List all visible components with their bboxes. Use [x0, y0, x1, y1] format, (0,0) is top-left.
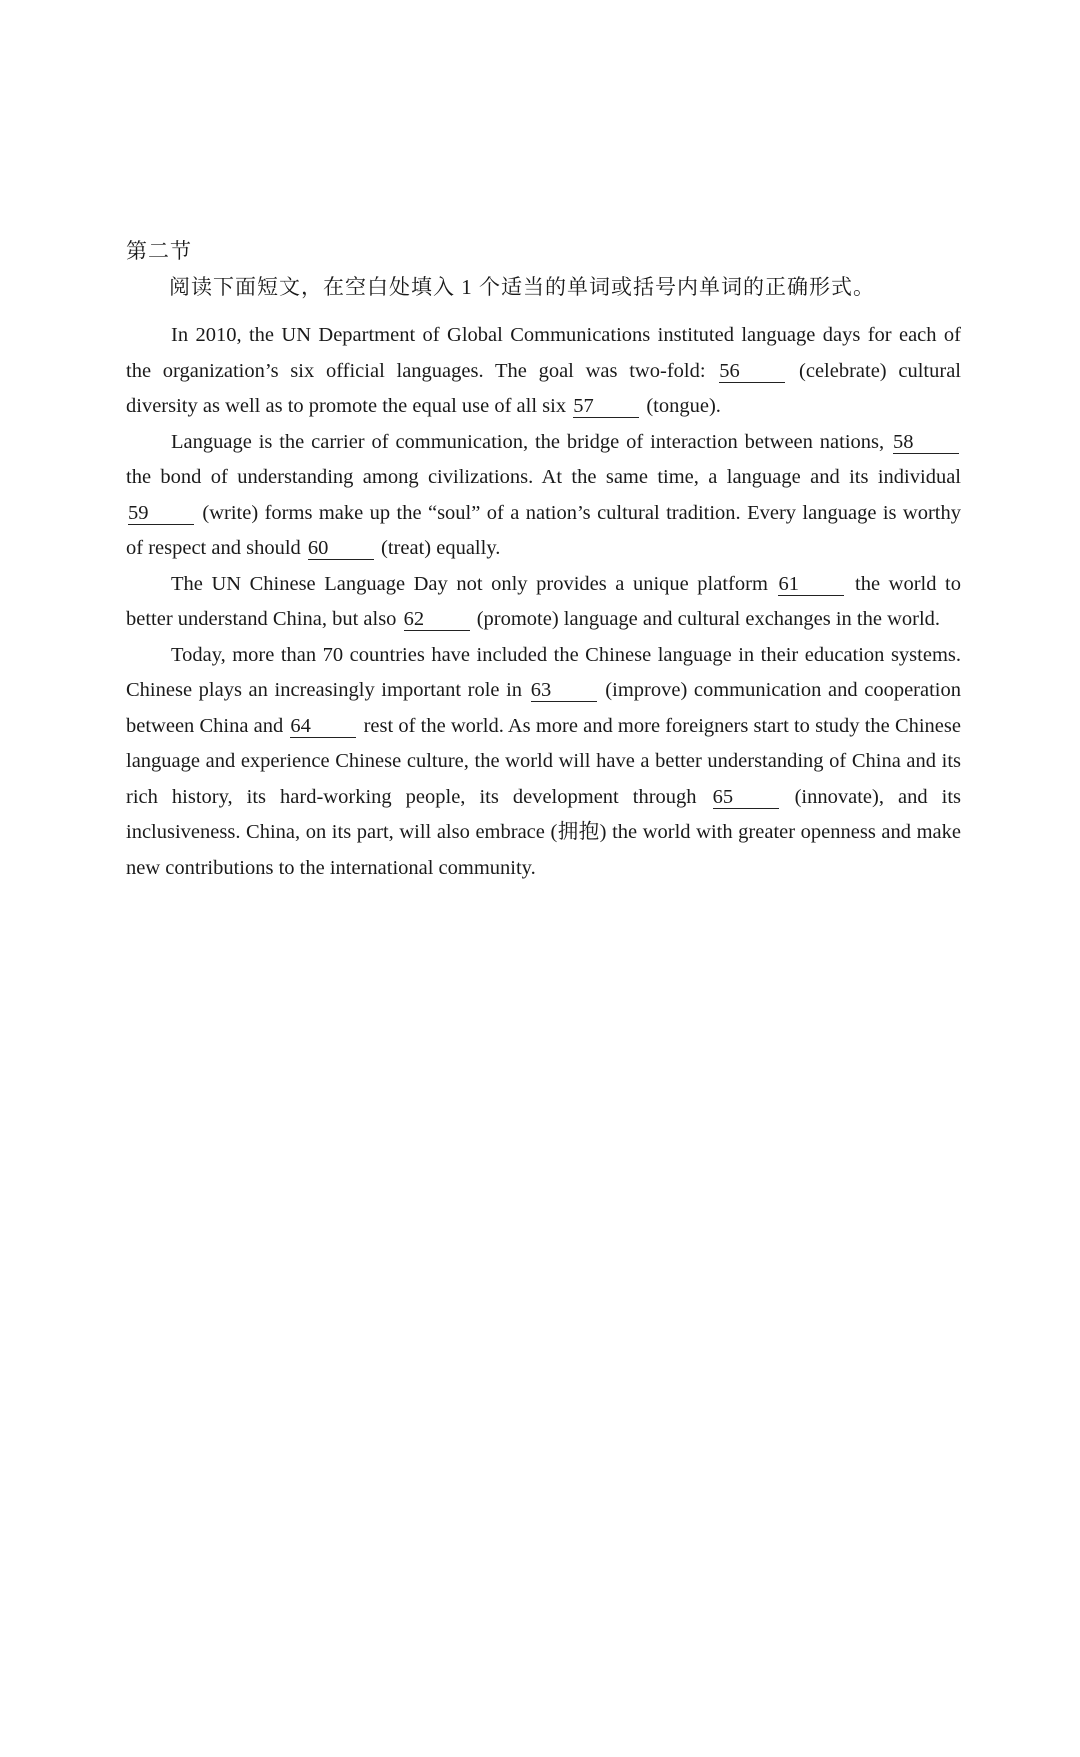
- paragraph-text: (tongue).: [641, 395, 721, 417]
- paragraph-text: Today, more than 70 countries have included the Chinese language in their education systems. Chinese plays an increasingly important role in: [126, 643, 961, 701]
- paragraph-text: (treat) equally.: [375, 537, 501, 559]
- document-page: [126, 236, 961, 886]
- paragraph-text: (write) forms make up the “soul” of a nation’s cultural tradition. Every language is worthy of respect and should: [126, 501, 961, 559]
- paragraph-text: rest of the world. As more and more foreigners start to study the Chinese language and experience Chinese culture, the world will have a better understanding of China and its rich history, its hard-working people, its development through: [126, 714, 961, 808]
- blank-59: 59: [128, 502, 194, 525]
- paragraph-4: [126, 638, 961, 887]
- blank-56: 56: [719, 360, 785, 383]
- section-title: 第二节: [126, 239, 192, 263]
- paragraph-text: In 2010, the UN Department of Global Communications instituted language days for each of the organization’s six official languages. The goal was two-fold:: [126, 324, 961, 382]
- blank-64: 64: [290, 715, 356, 738]
- paragraph-3: [126, 567, 961, 638]
- paragraph-text: the bond of understanding among civilizations. At the same time, a language and its individual: [126, 466, 961, 488]
- blank-57: 57: [573, 395, 639, 418]
- paragraph-text: (improve) communication and cooperation between China and: [126, 679, 961, 737]
- blank-62: 62: [404, 608, 470, 631]
- paragraph-text: The UN Chinese Language Day not only provides a unique platform: [171, 572, 777, 595]
- paragraph-text: (promote) language and cultural exchanges in the world.: [471, 608, 941, 630]
- paragraph-text: (innovate), and its inclusiveness. China, on its part, will also embrace (拥抱) the world with greater openness and make new contributions to the international community.: [126, 785, 961, 879]
- blank-60: 60: [308, 537, 374, 560]
- paragraph-1: [126, 318, 961, 425]
- blank-61: 61: [778, 573, 844, 596]
- blank-63: 63: [531, 679, 597, 702]
- passage: [126, 318, 961, 886]
- paragraph-text: (celebrate) cultural diversity as well as to promote the equal use of all six: [126, 359, 961, 417]
- paragraph-text: the world to better understand China, but also: [126, 572, 961, 630]
- blank-58: 58: [893, 431, 959, 454]
- blank-65: 65: [713, 786, 779, 809]
- paragraph-text: Language is the carrier of communication, the bridge of interaction between nations,: [171, 430, 891, 453]
- paragraph-2: [126, 425, 961, 567]
- instruction-text: 阅读下面短文，在空白处填入 1 个适当的单词或括号内单词的正确形式。: [169, 275, 875, 299]
